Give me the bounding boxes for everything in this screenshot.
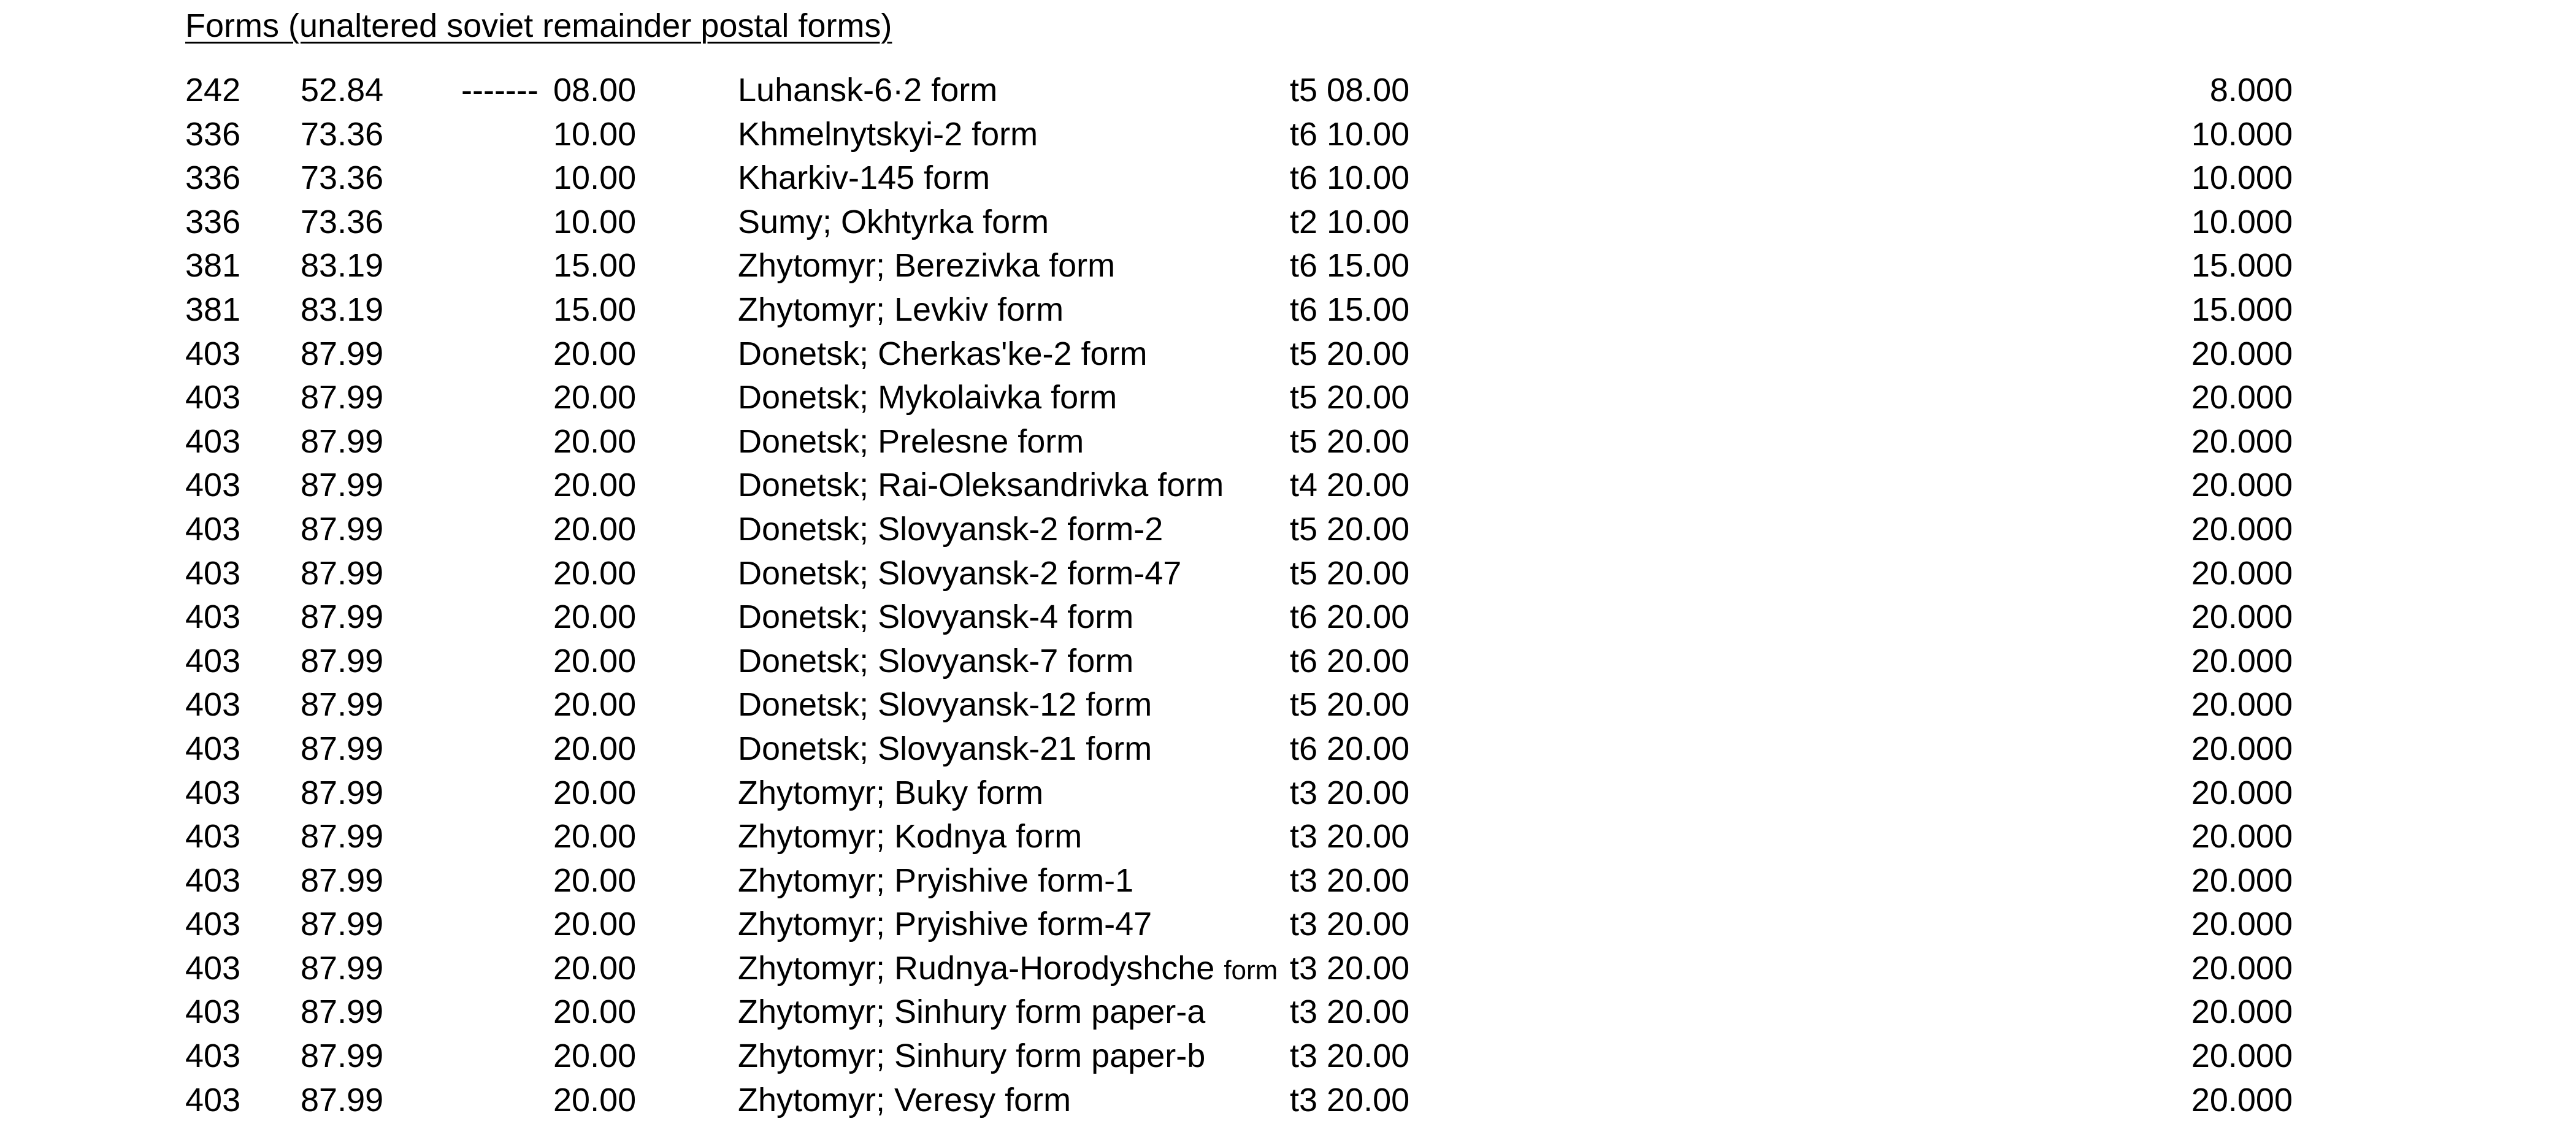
form-name xyxy=(738,859,1133,905)
price-value: 10.000 xyxy=(2191,115,2293,153)
table-row xyxy=(0,508,2576,552)
face-value: 20.00 xyxy=(553,554,637,592)
percent-value: 87.99 xyxy=(301,642,384,679)
table-row xyxy=(0,113,2576,157)
percent-value: 87.99 xyxy=(301,598,384,636)
table-row xyxy=(0,683,2576,727)
percent-value: 87.99 xyxy=(301,906,384,943)
percent-value: 87.99 xyxy=(301,774,384,811)
percent-value: 73.36 xyxy=(301,159,384,197)
form-name-text: Sumy; Okhtyrka form xyxy=(738,203,1049,240)
percent-value: 87.99 xyxy=(301,949,384,987)
catalog-number: 403 xyxy=(185,422,241,460)
form-name xyxy=(738,69,997,115)
form-name xyxy=(738,727,1152,773)
face-value: 10.00 xyxy=(553,203,637,240)
table-row xyxy=(0,771,2576,816)
type-value: t2 10.00 xyxy=(1290,203,1410,240)
table-row xyxy=(0,156,2576,201)
price-value: 20.000 xyxy=(2191,686,2293,724)
table-row xyxy=(0,244,2576,288)
form-name-text: Kharkiv-145 form xyxy=(738,159,991,197)
table-row xyxy=(0,859,2576,903)
form-name xyxy=(738,552,1181,598)
catalog-number: 403 xyxy=(185,554,241,592)
form-name-text: Khmelnytskyi-2 form xyxy=(738,115,1038,153)
catalog-number: 403 xyxy=(185,1081,241,1118)
form-name-text: Donetsk; Slovyansk-2 form-47 xyxy=(738,554,1182,592)
face-value: 20.00 xyxy=(553,598,637,636)
type-value: t5 20.00 xyxy=(1290,686,1410,724)
table-row xyxy=(0,332,2576,377)
percent-value: 87.99 xyxy=(301,379,384,416)
table-row xyxy=(0,595,2576,640)
form-name xyxy=(738,464,1224,510)
form-name-text: Donetsk; Slovyansk-21 form xyxy=(738,730,1152,767)
face-value: 15.00 xyxy=(553,291,637,328)
price-value: 20.000 xyxy=(2191,422,2293,460)
face-value: 10.00 xyxy=(553,159,637,197)
percent-value: 87.99 xyxy=(301,862,384,899)
type-value: t5 20.00 xyxy=(1290,422,1410,460)
percent-value: 87.99 xyxy=(301,554,384,592)
table-row xyxy=(0,1079,2576,1123)
type-value: t5 20.00 xyxy=(1290,510,1410,548)
form-name xyxy=(738,156,990,202)
table-row xyxy=(0,1034,2576,1079)
price-value: 20.000 xyxy=(2191,818,2293,855)
form-name-text: Donetsk; Prelesne form xyxy=(738,422,1084,460)
catalog-number: 403 xyxy=(185,686,241,724)
dash-marker: ------- xyxy=(461,72,539,109)
catalog-number: 403 xyxy=(185,906,241,943)
price-value: 20.000 xyxy=(2191,335,2293,372)
price-value: 10.000 xyxy=(2191,159,2293,197)
type-value: t6 20.00 xyxy=(1290,730,1410,767)
form-name xyxy=(738,244,1115,290)
table-row xyxy=(0,552,2576,596)
form-name xyxy=(738,420,1084,466)
type-value: t5 08.00 xyxy=(1290,72,1410,109)
price-value: 20.000 xyxy=(2191,554,2293,592)
type-value: t3 20.00 xyxy=(1290,1038,1410,1075)
percent-value: 87.99 xyxy=(301,730,384,767)
catalog-number: 336 xyxy=(185,115,241,153)
type-value: t5 20.00 xyxy=(1290,554,1410,592)
catalog-number: 403 xyxy=(185,862,241,899)
form-name xyxy=(738,815,1082,861)
percent-value: 87.99 xyxy=(301,1081,384,1118)
face-value: 20.00 xyxy=(553,467,637,504)
face-value: 20.00 xyxy=(553,730,637,767)
type-value: t3 20.00 xyxy=(1290,993,1410,1031)
forms-table xyxy=(0,69,2576,1122)
catalog-number: 403 xyxy=(185,730,241,767)
form-name xyxy=(738,1034,1205,1080)
catalog-number: 242 xyxy=(185,72,241,109)
percent-value: 87.99 xyxy=(301,818,384,855)
form-name-text: Donetsk; Slovyansk-12 form xyxy=(738,686,1152,724)
price-value: 20.000 xyxy=(2191,1081,2293,1118)
percent-value: 87.99 xyxy=(301,335,384,372)
percent-value: 83.19 xyxy=(301,247,384,285)
form-name-text: Zhytomyr; Levkiv form xyxy=(738,291,1064,328)
form-name xyxy=(738,1079,1071,1124)
catalog-number: 403 xyxy=(185,818,241,855)
table-row xyxy=(0,288,2576,332)
face-value: 20.00 xyxy=(553,862,637,899)
form-name-text: Donetsk; Rai-Oleksandrivka form xyxy=(738,467,1224,504)
table-row xyxy=(0,376,2576,420)
type-value: t3 20.00 xyxy=(1290,949,1410,987)
price-value: 20.000 xyxy=(2191,906,2293,943)
form-name-text: Luhansk-6·2 form xyxy=(738,72,998,109)
form-name-text: Donetsk; Cherkas'ke-2 form xyxy=(738,335,1148,372)
form-name xyxy=(738,595,1133,641)
price-value: 15.000 xyxy=(2191,291,2293,328)
face-value: 20.00 xyxy=(553,642,637,679)
price-value: 20.000 xyxy=(2191,642,2293,679)
table-row xyxy=(0,727,2576,771)
percent-value: 87.99 xyxy=(301,686,384,724)
face-value: 20.00 xyxy=(553,510,637,548)
face-value: 20.00 xyxy=(553,774,637,811)
table-row xyxy=(0,947,2576,991)
face-value: 20.00 xyxy=(553,906,637,943)
face-value: 20.00 xyxy=(553,1081,637,1118)
catalog-number: 336 xyxy=(185,159,241,197)
form-name-text: Donetsk; Slovyansk-4 form xyxy=(738,598,1134,636)
price-value: 20.000 xyxy=(2191,993,2293,1031)
table-row xyxy=(0,815,2576,859)
form-name xyxy=(738,903,1152,949)
catalog-number: 381 xyxy=(185,291,241,328)
table-row xyxy=(0,420,2576,464)
form-name xyxy=(738,201,1049,247)
price-value: 20.000 xyxy=(2191,598,2293,636)
catalog-number: 403 xyxy=(185,379,241,416)
form-name xyxy=(738,288,1064,334)
form-name xyxy=(738,376,1117,422)
price-value: 15.000 xyxy=(2191,247,2293,285)
face-value: 20.00 xyxy=(553,379,637,416)
form-name xyxy=(738,508,1163,554)
percent-value: 52.84 xyxy=(301,72,384,109)
percent-value: 87.99 xyxy=(301,467,384,504)
face-value: 08.00 xyxy=(553,72,637,109)
form-name-text: Zhytomyr; Buky form xyxy=(738,774,1044,811)
face-value: 20.00 xyxy=(553,422,637,460)
catalog-number: 403 xyxy=(185,949,241,987)
form-name xyxy=(738,683,1152,729)
price-value: 10.000 xyxy=(2191,203,2293,240)
catalog-number: 336 xyxy=(185,203,241,240)
form-name-text: Zhytomyr; Sinhury form paper-a xyxy=(738,993,1206,1031)
form-name-text: Zhytomyr; Kodnya form xyxy=(738,818,1083,855)
table-row xyxy=(0,640,2576,684)
type-value: t6 15.00 xyxy=(1290,291,1410,328)
type-value: t3 20.00 xyxy=(1290,818,1410,855)
catalog-number: 403 xyxy=(185,774,241,811)
catalog-number: 403 xyxy=(185,642,241,679)
face-value: 20.00 xyxy=(553,1038,637,1075)
price-value: 20.000 xyxy=(2191,467,2293,504)
type-value: t6 20.00 xyxy=(1290,598,1410,636)
price-value: 8.000 xyxy=(2209,72,2293,109)
type-value: t4 20.00 xyxy=(1290,467,1410,504)
percent-value: 87.99 xyxy=(301,422,384,460)
type-value: t6 15.00 xyxy=(1290,247,1410,285)
percent-value: 73.36 xyxy=(301,203,384,240)
percent-value: 73.36 xyxy=(301,115,384,153)
price-value: 20.000 xyxy=(2191,862,2293,899)
type-value: t6 10.00 xyxy=(1290,159,1410,197)
face-value: 15.00 xyxy=(553,247,637,285)
catalog-number: 403 xyxy=(185,467,241,504)
table-row xyxy=(0,464,2576,508)
type-value: t3 20.00 xyxy=(1290,906,1410,943)
form-name-text: Zhytomyr; Rudnya-Horodyshche xyxy=(738,949,1224,987)
face-value: 20.00 xyxy=(553,949,637,987)
price-value: 20.000 xyxy=(2191,949,2293,987)
price-value: 20.000 xyxy=(2191,510,2293,548)
percent-value: 87.99 xyxy=(301,510,384,548)
percent-value: 87.99 xyxy=(301,1038,384,1075)
form-name xyxy=(738,113,1038,159)
price-value: 20.000 xyxy=(2191,774,2293,811)
price-value: 20.000 xyxy=(2191,730,2293,767)
form-name xyxy=(738,332,1148,378)
type-value: t6 10.00 xyxy=(1290,115,1410,153)
form-name-text: Donetsk; Mykolaivka form xyxy=(738,379,1117,416)
face-value: 10.00 xyxy=(553,115,637,153)
type-value: t3 20.00 xyxy=(1290,1081,1410,1118)
form-name xyxy=(738,990,1205,1036)
catalog-number: 403 xyxy=(185,335,241,372)
form-name xyxy=(738,640,1133,686)
catalog-number: 403 xyxy=(185,510,241,548)
percent-value: 87.99 xyxy=(301,993,384,1031)
catalog-number: 403 xyxy=(185,598,241,636)
form-name-suffix: form xyxy=(1224,955,1278,985)
price-value: 20.000 xyxy=(2191,379,2293,416)
form-name-text: Zhytomyr; Pryishive form-1 xyxy=(738,862,1134,899)
catalog-number: 381 xyxy=(185,247,241,285)
type-value: t5 20.00 xyxy=(1290,335,1410,372)
table-row xyxy=(0,990,2576,1034)
table-row xyxy=(0,201,2576,245)
form-name-text: Zhytomyr; Veresy form xyxy=(738,1081,1071,1118)
form-name-text: Donetsk; Slovyansk-7 form xyxy=(738,642,1134,679)
type-value: t6 20.00 xyxy=(1290,642,1410,679)
form-name-text: Donetsk; Slovyansk-2 form-2 xyxy=(738,510,1163,548)
form-name-text: Zhytomyr; Berezivka form xyxy=(738,247,1116,285)
form-name-text: Zhytomyr; Sinhury form paper-b xyxy=(738,1038,1206,1075)
form-name-text: Zhytomyr; Pryishive form-47 xyxy=(738,906,1152,943)
face-value: 20.00 xyxy=(553,993,637,1031)
price-value: 20.000 xyxy=(2191,1038,2293,1075)
form-name xyxy=(738,947,1278,993)
table-row xyxy=(0,69,2576,113)
catalog-number: 403 xyxy=(185,993,241,1031)
catalog-number: 403 xyxy=(185,1038,241,1075)
page-title: Forms (unaltered soviet remainder postal forms) xyxy=(185,7,892,44)
type-value: t3 20.00 xyxy=(1290,774,1410,811)
form-name xyxy=(738,771,1043,817)
face-value: 20.00 xyxy=(553,335,637,372)
percent-value: 83.19 xyxy=(301,291,384,328)
face-value: 20.00 xyxy=(553,686,637,724)
table-row xyxy=(0,903,2576,947)
type-value: t3 20.00 xyxy=(1290,862,1410,899)
type-value: t5 20.00 xyxy=(1290,379,1410,416)
face-value: 20.00 xyxy=(553,818,637,855)
